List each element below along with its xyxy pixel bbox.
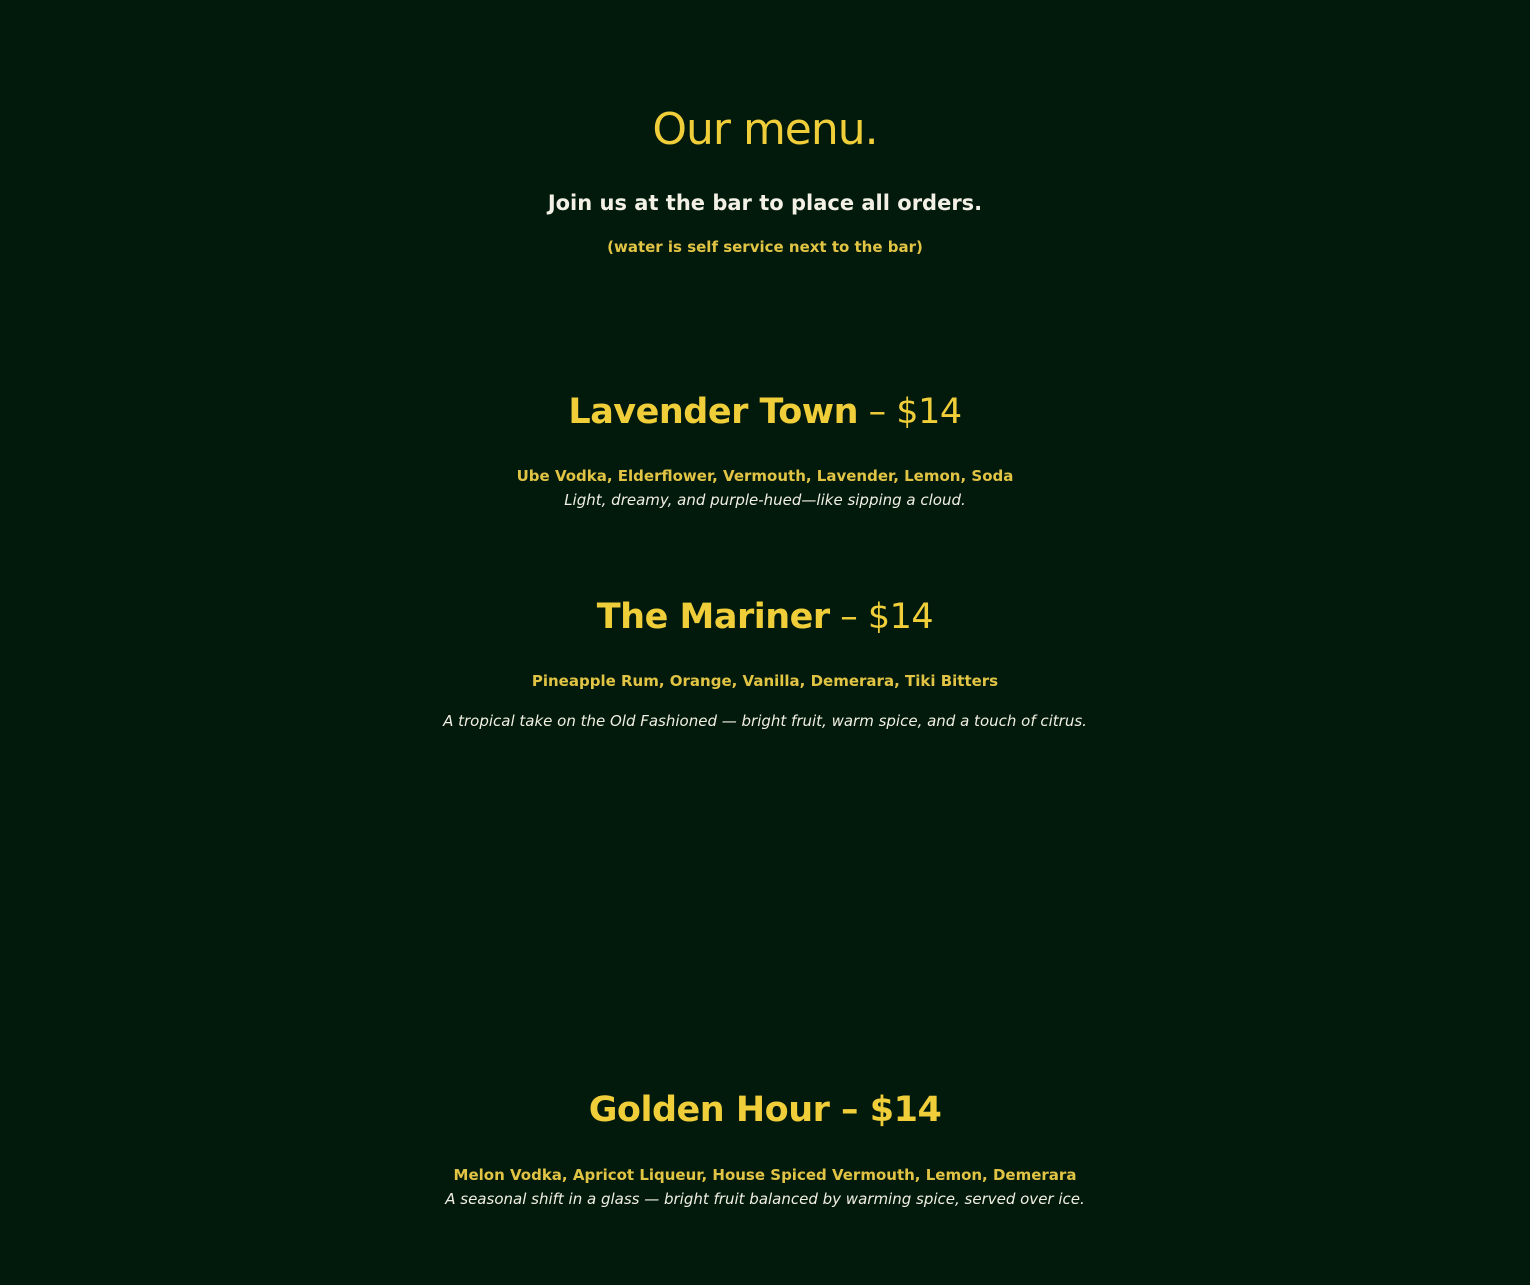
drink-name: Lavender Town bbox=[568, 392, 859, 432]
water-note: (water is self service next to the bar) bbox=[607, 238, 923, 256]
drink-name: The Mariner bbox=[596, 597, 830, 637]
page-title: Our menu. bbox=[652, 104, 878, 155]
drink-ingredients: Ube Vodka, Elderflower, Vermouth, Lavender, Lemon, Soda bbox=[516, 467, 1014, 485]
drink-description: Light, dreamy, and purple-hued—like sipping a cloud. bbox=[564, 491, 966, 509]
drink-price: – $14 bbox=[858, 392, 962, 432]
intro-text: Join us at the bar to place all orders. bbox=[547, 191, 983, 215]
drink-ingredients: Melon Vodka, Apricot Liqueur, House Spiced Vermouth, Lemon, Demerara bbox=[453, 1166, 1077, 1184]
drink-description: A seasonal shift in a glass — bright fruit balanced by warming spice, served over ice. bbox=[445, 1190, 1085, 1208]
drink-title bbox=[0, 1087, 1530, 1133]
drink-price: – $14 bbox=[829, 597, 934, 637]
drink-description: A tropical take on the Old Fashioned — bright fruit, warm spice, and a touch of citrus. bbox=[443, 712, 1087, 730]
drink-ingredients: Pineapple Rum, Orange, Vanilla, Demerara, Tiki Bitters bbox=[531, 672, 999, 690]
drink-name: Golden Hour bbox=[588, 1090, 830, 1130]
drink-title bbox=[0, 594, 1530, 640]
drink-price: – $14 bbox=[829, 1090, 942, 1130]
drink-title bbox=[0, 389, 1530, 435]
